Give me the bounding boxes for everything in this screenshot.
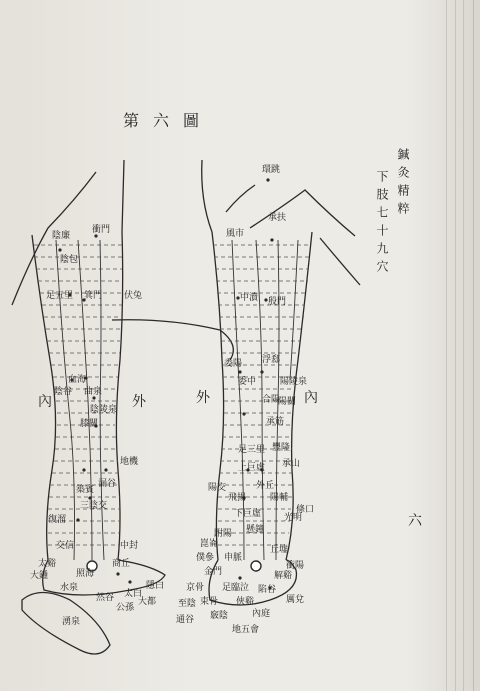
figure-title: 第六圖 xyxy=(122,111,213,130)
left-point-label: 衝門 xyxy=(92,225,111,235)
label-left-inner: 內 xyxy=(38,394,52,410)
right-point-label: 陽輔 xyxy=(270,493,289,503)
left-point-label: 足五里 xyxy=(46,291,74,301)
right-point-label: 衝陽 xyxy=(286,561,305,571)
right-point-label: 委陽 xyxy=(224,359,243,369)
right-point-label: 飛揚 xyxy=(228,493,247,503)
right-point-label: 承扶 xyxy=(268,213,287,223)
right-point-label: 承山 xyxy=(282,459,301,469)
right-point-label: 中瀆 xyxy=(240,293,259,303)
left-point-label: 陰包 xyxy=(60,255,79,265)
right-point-label: 申脈 xyxy=(224,553,243,563)
right-point-label: 厲兌 xyxy=(286,595,305,605)
left-point-label: 復溜 xyxy=(48,515,67,525)
right-point-label: 外丘 xyxy=(256,481,275,491)
book-title: 鍼灸精粹 xyxy=(396,148,410,220)
right-point-label: 至陰 xyxy=(178,599,197,609)
right-point-label: 殷門 xyxy=(268,297,287,307)
right-point-label: 內庭 xyxy=(252,609,271,619)
hip-pointer-line xyxy=(226,185,255,212)
right-point-label: 陽交 xyxy=(208,483,227,493)
left-point-label: 箕門 xyxy=(84,291,103,301)
right-point-label: 金門 xyxy=(204,567,223,577)
right-point-label: 竅陰 xyxy=(210,611,229,621)
right-point-label: 浮郄 xyxy=(262,355,281,365)
right-point-label: 下巨虛 xyxy=(234,509,262,519)
left-point-label: 大鍾 xyxy=(30,571,49,581)
right-point-label: 環跳 xyxy=(262,165,281,175)
right-point-label: 懸鐘 xyxy=(246,525,265,535)
right-point-label: 陽陵泉 xyxy=(280,377,308,387)
right-point-label: 跗陽 xyxy=(214,529,233,539)
left-point-label: 陰谷 xyxy=(54,387,73,397)
right-point-label: 通谷 xyxy=(176,615,195,625)
left-point-label: 隱白 xyxy=(146,581,165,591)
left-point-label: 曲泉 xyxy=(84,387,103,397)
right-point-label: 丘墟 xyxy=(270,545,289,555)
right-point-label: 條口 xyxy=(296,505,315,515)
right-point-label: 委中 xyxy=(238,377,257,387)
left-point-label: 太谿 xyxy=(38,559,57,569)
right-point-label: 解谿 xyxy=(274,571,293,581)
right-hip-outline xyxy=(320,238,360,285)
right-point-label: 束骨 xyxy=(200,597,219,607)
right-point-label: 風市 xyxy=(226,229,245,239)
right-thigh-inner-line xyxy=(202,160,212,232)
label-right-outer: 外 xyxy=(196,390,210,406)
left-point-label: 照海 xyxy=(76,569,95,579)
left-point-label: 血海 xyxy=(68,375,87,385)
left-point-label: 大都 xyxy=(138,597,157,607)
left-point-label: 公孫 xyxy=(116,603,135,613)
right-point-label: 崑崙 xyxy=(200,539,219,549)
left-point-label: 三陰交 xyxy=(80,501,108,511)
cross-leg-connector xyxy=(112,320,233,360)
right-point-label: 上巨虛 xyxy=(238,463,266,473)
right-point-label: 俠谿 xyxy=(236,597,255,607)
left-point-label: 伏兔 xyxy=(124,291,143,301)
left-point-label: 陰陵泉 xyxy=(90,405,118,415)
right-point-label: 陷谷 xyxy=(258,585,277,595)
left-point-label: 然谷 xyxy=(96,593,115,603)
left-point-label: 太白 xyxy=(124,589,143,599)
right-point-label: 豐隆 xyxy=(272,443,291,453)
page-number: 六 xyxy=(408,513,422,529)
right-point-label: 足三里 xyxy=(238,445,266,455)
left-point-label: 湧泉 xyxy=(62,617,81,627)
left-point-label: 陰廉 xyxy=(52,231,71,241)
label-right-inner: 內 xyxy=(304,390,318,406)
right-point-label: 合陽 xyxy=(262,395,281,405)
left-point-label: 地機 xyxy=(120,457,139,467)
left-point-label: 膝關 xyxy=(80,419,99,429)
label-left-outer: 外 xyxy=(132,394,146,410)
right-point-label: 光明 xyxy=(284,513,303,523)
left-point-label: 商丘 xyxy=(112,559,131,569)
left-point-label: 交信 xyxy=(56,541,75,551)
left-point-label: 水泉 xyxy=(60,583,79,593)
right-point-label: 京骨 xyxy=(186,583,205,593)
left-point-label: 築賓 xyxy=(76,485,95,495)
right-point-label: 承筋 xyxy=(266,417,285,427)
right-buttock-outline xyxy=(250,190,355,236)
right-point-label: 足臨泣 xyxy=(222,583,250,593)
right-point-label: 陽關 xyxy=(278,397,297,407)
left-point-label: 中封 xyxy=(120,541,139,551)
right-point-label: 僕參 xyxy=(196,553,215,563)
subtitle: 下肢七十九穴 xyxy=(375,170,389,278)
left-point-label: 漏谷 xyxy=(98,479,117,489)
left-thigh-inner-line xyxy=(122,160,124,232)
right-point-label: 地五會 xyxy=(232,625,260,635)
